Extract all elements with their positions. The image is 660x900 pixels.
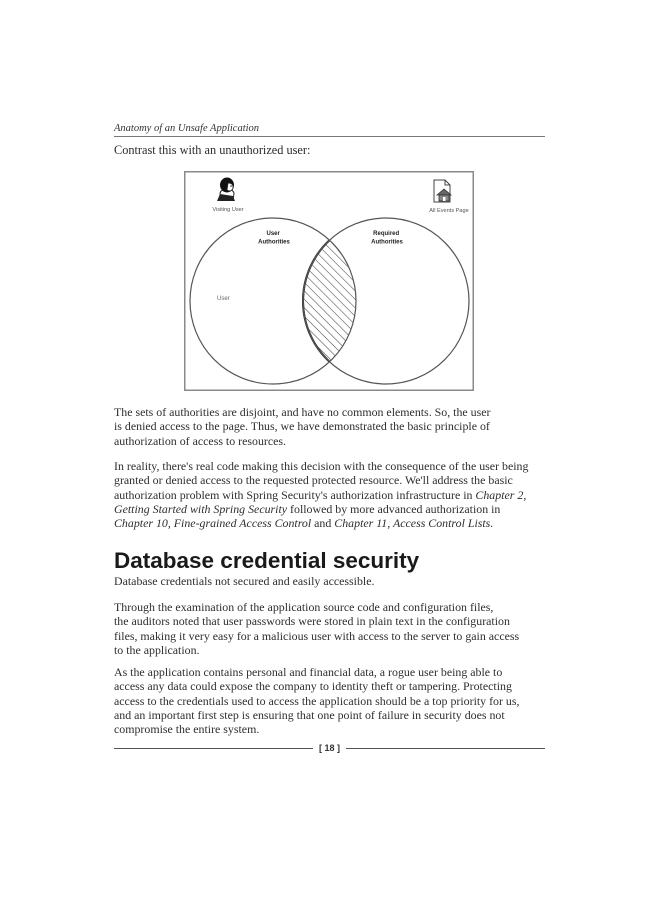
text-run: and: [311, 516, 335, 531]
text-line: the auditors noted that user passwords were stored in plain text in the configuration: [114, 614, 510, 629]
required-authorities-title: Required Authorities: [371, 231, 403, 246]
running-header: Anatomy of an Unsafe Application: [114, 123, 545, 137]
text-line: access any data could expose the company to identity theft or tampering. Protecting: [114, 679, 512, 694]
text-line: to the application.: [114, 642, 200, 657]
chapter-reference: Chapter 10, Fine-grained Access Control: [114, 516, 312, 531]
paragraph-in-reality: [114, 459, 545, 530]
text-line: access to the credentials used to access the application should be a top priority for us,: [114, 693, 520, 708]
visiting-user-label: Visiting User: [212, 207, 244, 213]
text-line: files, making it very easy for a malicious user with access to the server to gain access: [114, 628, 520, 643]
intro-sentence: Contrast this with an unauthorized user:: [114, 143, 311, 157]
text-line: and an important first step is ensuring that one point of failure in security does not: [114, 707, 505, 722]
text-run: followed by more advanced authorization in: [287, 501, 501, 516]
text-line: granted or denied access to the requested protected resource. We'll address the basic: [114, 473, 513, 488]
text-line: The sets of authorities are disjoint, and have no common elements. So, the user: [114, 405, 491, 419]
text-line: Through the examination of the application source code and configuration files,: [114, 600, 494, 614]
home-page-icon: [434, 180, 451, 202]
paragraph-auditors-findings: [114, 600, 545, 657]
all-events-page-label: All Events Page: [429, 208, 469, 214]
footer-rule-right: [346, 748, 545, 749]
text-line: [114, 502, 545, 516]
footer-rule-left: [114, 748, 313, 749]
text-line: compromise the entire system.: [114, 722, 260, 737]
chapter-reference: Chapter 11, Access Control Lists: [334, 516, 491, 531]
text-run: authorization problem with Spring Security's authorization infrastructure in: [114, 487, 476, 502]
paragraph-rogue-user-risk: [114, 665, 545, 736]
section-heading: Database credential security: [114, 548, 420, 573]
text-run: .: [490, 516, 494, 531]
paragraph-credentials-summary: [114, 574, 545, 588]
text-line: In reality, there's real code making this decision with the consequence of the user being: [114, 459, 529, 473]
text-line: As the application contains personal and financial data, a rogue user being able to: [114, 665, 503, 679]
chapter-reference: Getting Started with Spring Security: [114, 501, 288, 516]
text-line: Database credentials not secured and easily accessible.: [114, 574, 375, 588]
text-line: [114, 516, 545, 530]
venn-diagram-figure: [184, 171, 474, 391]
user-label: User: [217, 296, 230, 302]
page-footer: [114, 741, 545, 755]
paragraph-disjoint-authorities: [114, 405, 545, 448]
page-number: [ 18 ]: [319, 743, 341, 753]
user-authorities-title: User Authorities: [258, 231, 290, 246]
text-line: is denied access to the page. Thus, we have demonstrated the basic principle of: [114, 419, 490, 434]
text-line: authorization of access to resources.: [114, 433, 287, 448]
text-line: [114, 488, 545, 502]
chapter-reference: Chapter 2,: [475, 487, 527, 502]
